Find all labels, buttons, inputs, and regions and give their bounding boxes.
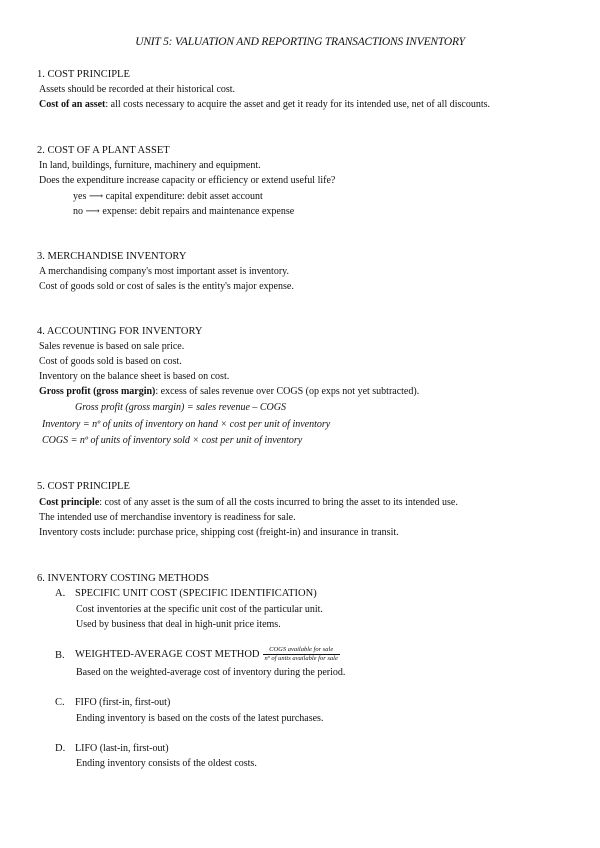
s1-def-text: : all costs necessary to acquire the asset and get it ready for its intended use, net of all discounts.	[105, 99, 490, 110]
method-d-letter: D.	[55, 743, 66, 754]
s1-line-1: Assets should be recorded at their historical cost.	[39, 84, 236, 95]
s4-line-1: Sales revenue is based on sale price.	[39, 341, 185, 352]
method-c-title: FIFO (first-in, first-out)	[75, 697, 171, 708]
method-c-line-1: Ending inventory is based on the costs of the latest purchases.	[76, 713, 324, 724]
method-b-letter: B.	[55, 650, 65, 661]
method-a-line-2: Used by business that deal in high-unit price items.	[76, 619, 281, 630]
page-title: UNIT 5: VALUATION AND REPORTING TRANSACTIONS INVENTORY	[135, 36, 465, 48]
method-b-line-1: Based on the weighted-average cost of inventory during the period.	[76, 667, 346, 678]
s5-definition	[39, 496, 458, 509]
fraction-numerator: COGS available for sale	[263, 646, 340, 655]
s1-definition	[39, 98, 490, 111]
fraction-denominator: nº of units available for sale	[264, 655, 338, 663]
section-6-heading: 6. INVENTORY COSTING METHODS	[37, 573, 210, 584]
s3-line-2: Cost of goods sold or cost of sales is the entity's major expense.	[39, 281, 294, 292]
method-d-title: LIFO (last-in, first-out)	[75, 743, 169, 754]
method-b-title-row	[75, 645, 340, 665]
method-b-title: WEIGHTED-AVERAGE COST METHOD	[75, 649, 260, 660]
s4-line-2: Cost of goods sold is based on cost.	[39, 356, 182, 367]
cogs-formula: COGS = nº of units of inventory sold × cost per unit of inventory	[42, 435, 303, 446]
s1-term: Cost of an asset	[39, 99, 106, 110]
method-a-letter: A.	[55, 588, 66, 599]
s2-line-1: In land, buildings, furniture, machinery and equipment.	[39, 160, 261, 171]
gross-profit-formula: Gross profit (gross margin) = sales revenue – COGS	[75, 402, 287, 413]
s5-line-3: Inventory costs include: purchase price, shipping cost (freight-in) and insurance in transit.	[39, 527, 399, 538]
s5-def-text: : cost of any asset is the sum of all the costs incurred to bring the asset to its intended use.	[99, 497, 458, 508]
s4-line-3: Inventory on the balance sheet is based on cost.	[39, 371, 230, 382]
s4-definition	[39, 385, 419, 398]
s4-def-text: : excess of sales revenue over COGS (op exps not yet subtracted).	[155, 386, 420, 397]
section-3-heading: 3. MERCHANDISE INVENTORY	[37, 251, 187, 262]
weighted-average-fraction	[263, 646, 340, 663]
section-5-heading: 5. COST PRINCIPLE	[37, 481, 130, 492]
s5-line-2: The intended use of merchandise inventory is readiness for sale.	[39, 512, 296, 523]
section-4-heading: 4. ACCOUNTING FOR INVENTORY	[37, 326, 203, 337]
section-1-heading: 1. COST PRINCIPLE	[37, 69, 130, 80]
s2-no-line: no ⟶ expense: debit repairs and maintenance expense	[73, 206, 295, 217]
s5-term: Cost principle	[39, 497, 100, 508]
section-2-heading: 2. COST OF A PLANT ASSET	[37, 145, 170, 156]
s2-yes-line: yes ⟶ capital expenditure: debit asset account	[73, 191, 263, 202]
inventory-formula: Inventory = nº of units of inventory on hand × cost per unit of inventory	[42, 419, 331, 430]
s2-line-2: Does the expenditure increase capacity or efficiency or extend useful life?	[39, 175, 336, 186]
method-c-letter: C.	[55, 697, 65, 708]
s3-line-1: A merchandising company's most important asset is inventory.	[39, 266, 290, 277]
s4-term: Gross profit (gross margin)	[39, 386, 156, 397]
method-a-line-1: Cost inventories at the specific unit cost of the particular unit.	[76, 604, 323, 615]
method-d-line-1: Ending inventory consists of the oldest costs.	[76, 758, 257, 769]
method-a-title: SPECIFIC UNIT COST (SPECIFIC IDENTIFICATION)	[75, 588, 317, 599]
